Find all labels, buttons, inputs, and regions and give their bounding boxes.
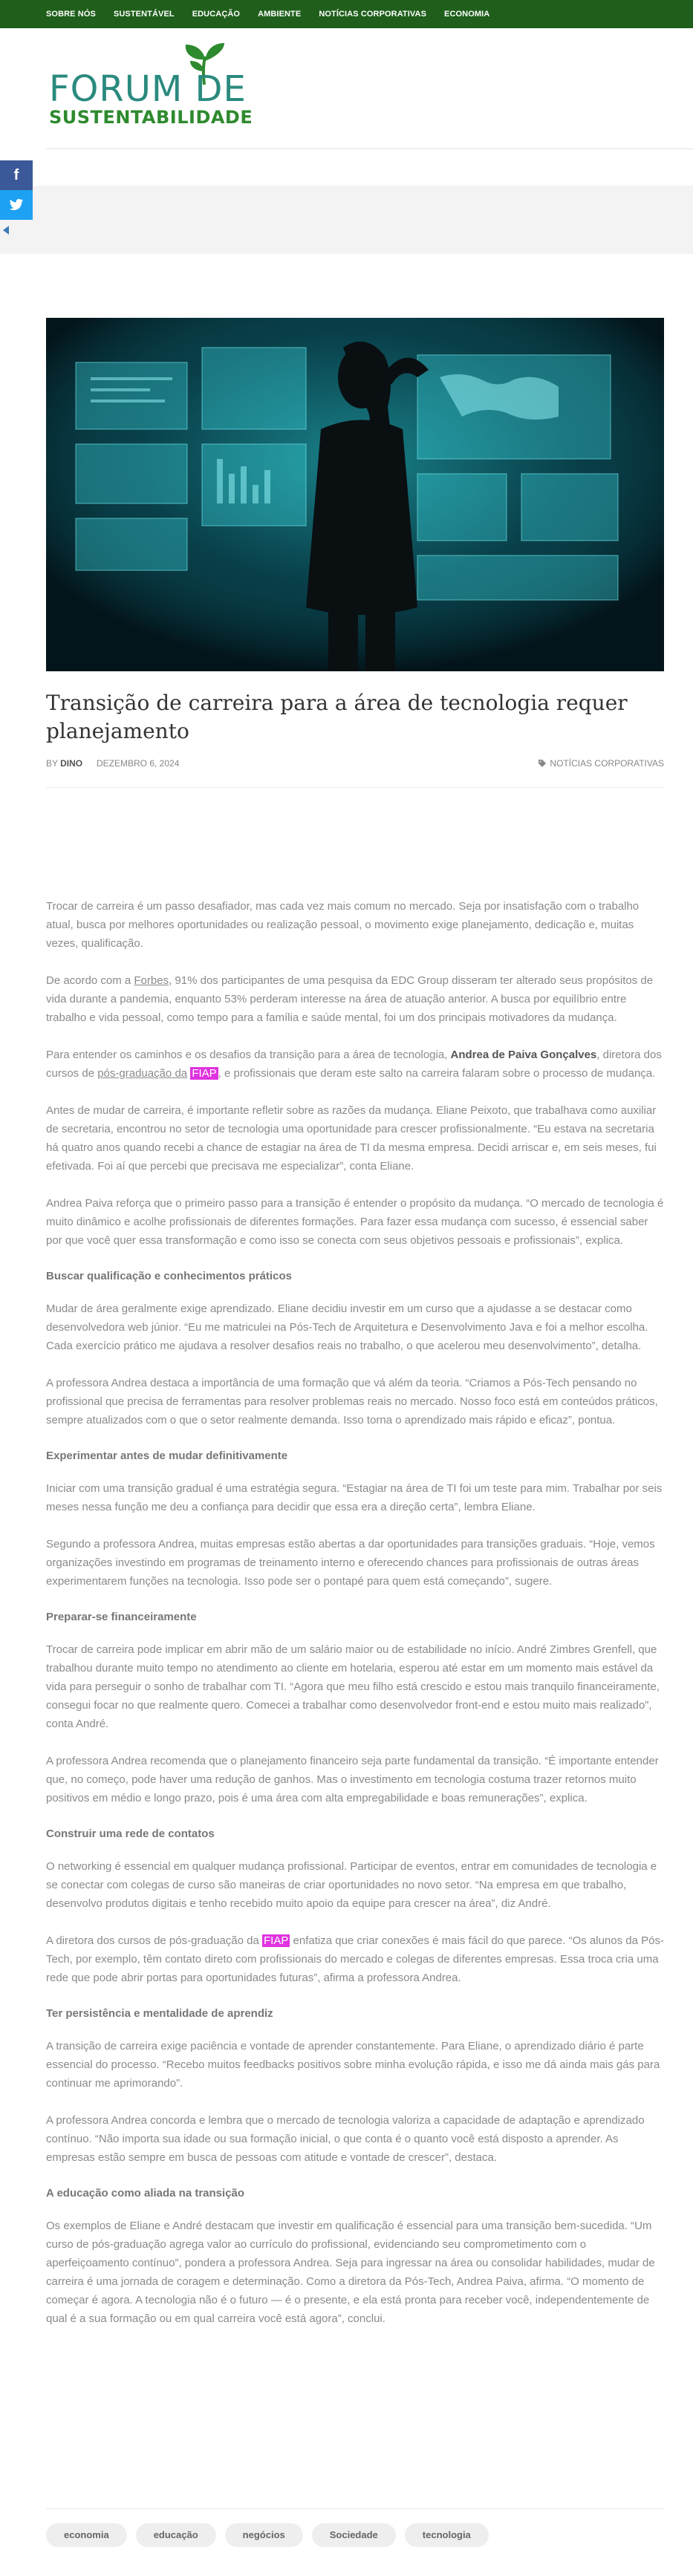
paragraph: Trocar de carreira pode implicar em abrir mão de um salário maior ou de estabilidade no início. André Zimbres Grenfell, que trabalhou durante muito tempo no atendimento ao cliente em hotelaria, esperou até estar em um momento mais estável da vida para perseguir o sonho de trabalhar com TI. “Agora que meu filho está crescido e estou mais tranquilo financeiramente, consegui focar no que realmente quero. Comecei a trabalhar como desenvolvedor front-end e estou muito mais realizado”, conta André.: [46, 1643, 660, 1730]
nav-item-economia[interactable]: ECONOMIA: [444, 10, 490, 19]
tag-sociedade[interactable]: Sociedade: [312, 2523, 396, 2547]
paragraph: Os exemplos de Eliane e André destacam que investir em qualificação é essencial para uma transição bem-sucedida. “Um curso de pós-graduação agrega valor ao currículo do profissional, evidenciando seu comprometimento com o aperfeiçoamento contínuo”, pondera a professora Andrea. Seja para ingressar na área ou consolidar habilidades, mudar de carreira é uma jornada de coragem e determinação. Como a diretora da Pós-Tech, Andrea Paiva, afirma. “O momento de começar é agora. A tecnologia não é o futuro — é o presente, e ela está pronta para receber você, independentemente de qual é a sua formação ou em qual carreira você está agora”, conclui.: [46, 2220, 655, 2325]
article-body: [46, 897, 664, 2347]
section-heading: Construir uma rede de contatos: [46, 1827, 215, 1840]
paragraph: A professora Andrea concorda e lembra que o mercado de tecnologia valoriza a capacidade de adaptação e aprendizado contínuo. “Não importa sua idade ou sua formação inicial, o que conta é o quanto você está disposto a aprender. As empresas estão sempre em busca de pessoas com atitude e vontade de crescer”, destaca.: [46, 2114, 645, 2164]
paragraph: A diretora dos cursos de pós-graduação da FIAP enfatiza que criar conexões é mais fácil do que parece. “Os alunos da Pós-Tech, por exemplo, têm contato direto com profissionais do mercado e colegas de diferentes empresas. Essa troca cria uma rede que pode abrir portas para oportunidades futuras”, afirma a professora Andrea.: [46, 1934, 664, 1984]
twitter-share-button[interactable]: [0, 190, 33, 220]
site-logo[interactable]: [46, 42, 269, 131]
highlight-fiap: FIAP: [264, 1934, 289, 1947]
publish-date: DEZEMBRO 6, 2024: [97, 758, 180, 769]
person-name: Andrea de Paiva Gonçalves: [450, 1049, 597, 1061]
logo-text-sustentabilidade: SUSTENTABILIDADE: [49, 107, 253, 128]
section-heading: Experimentar antes de mudar definitivamente: [46, 1450, 288, 1462]
paragraph: A professora Andrea destaca a importância de uma formação que vá além da teoria. “Criamos a Pós-Tech pensando no profissional que precisa de ferramentas para resolver problemas reais no mercado. Nosso foco está em conteúdos práticos, sempre atualizados com o que o setor realmente demanda. Isso torna o aprendizado mais rápido e eficaz”, pontua.: [46, 1377, 658, 1426]
meta-divider: [46, 787, 664, 788]
section-heading: Preparar-se financeiramente: [46, 1611, 197, 1623]
paragraph: De acordo com a Forbes, 91% dos participantes de uma pesquisa da EDC Group disseram ter alterado seus propósitos de vida durante a pandemia, enquanto 53% perderam interesse na área de atuação anterior. A busca por equilíbrio entre trabalho e vida pessoal, como tempo para a família e saúde mental, foi um dos principais motivadores da mudança.: [46, 974, 654, 1024]
top-navigation: [0, 0, 693, 28]
highlight-fiap: FIAP: [192, 1067, 217, 1080]
collapse-share-icon[interactable]: [3, 226, 9, 235]
facebook-share-button[interactable]: [0, 160, 33, 190]
byline: BY DINO: [46, 758, 83, 769]
tag-negocios[interactable]: negócios: [225, 2523, 303, 2547]
paragraph: Mudar de área geralmente exige aprendizado. Eliane decidiu investir em um curso que a ajudasse a se destacar como desenvolvedora web júnior. “Eu me matriculei na Pós-Tech de Arquitetura e Desenvolvimento Java e foi a melhor escolha. Cada exercício prático me ajudava a resolver desafios reais no trabalho, o que acelerou meu desenvolvimento”, detalha.: [46, 1302, 648, 1352]
nav-item-sobre-nos[interactable]: SOBRE NÓS: [46, 10, 96, 19]
section-heading: Ter persistência e mentalidade de aprendiz: [46, 2007, 273, 2020]
category-link[interactable]: NOTÍCIAS CORPORATIVAS: [538, 758, 664, 769]
paragraph: O networking é essencial em qualquer mudança profissional. Participar de eventos, entrar em comunidades de tecnologia e se conectar com colegas de curso são maneiras de criar oportunidades no novo setor. “Na empresa em que trabalho, desenvolvo produtos digitais e tenho recebido muito apoio da equipe para crescer na área”, diz André.: [46, 1860, 657, 1910]
nav-item-noticias-corporativas[interactable]: NOTÍCIAS CORPORATIVAS: [319, 10, 427, 19]
nav-item-educacao[interactable]: EDUCAÇÃO: [192, 10, 241, 19]
pos-graduacao-link[interactable]: pós-graduação da: [97, 1067, 188, 1080]
paragraph: Segundo a professora Andrea, muitas empresas estão abertas a dar oportunidades para transições graduais. “Hoje, vemos organizações investindo em programas de treinamento interno e oferecendo chances para profissionais de outras áreas experimentarem funções na tecnologia. Isso pode ser o pontapé para quem está começando”, sugere.: [46, 1538, 655, 1588]
twitter-icon: [9, 198, 24, 212]
paragraph: Para entender os caminhos e os desafios da transição para a área de tecnologia, Andrea de Paiva Gonçalves, diretora dos cursos de pós-graduação da FIAP , e profissionais que deram este salto na carreira falaram sobre o processo de mudança.: [46, 1049, 662, 1080]
article-meta: [46, 758, 664, 773]
facebook-icon: f: [13, 166, 19, 183]
paragraph: Iniciar com uma transição gradual é uma estratégia segura. “Estagiar na área de TI foi um teste para mim. Trabalhar por seis meses nessa função me deu a confiança para decidir que essa era a direção certa”, lembra Eliane.: [46, 1482, 663, 1513]
social-share-bar: [0, 160, 33, 235]
author-link[interactable]: DINO: [60, 758, 83, 769]
article-title: Transição de carreira para a área de tecnologia requer planejamento: [46, 691, 628, 743]
tag-economia[interactable]: economia: [46, 2523, 127, 2547]
hero-image: [46, 318, 664, 671]
ad-placeholder: [0, 186, 693, 254]
paragraph: Antes de mudar de carreira, é importante refletir sobre as razões da mudança. Eliane Peixoto, que trabalhava como auxiliar de secretaria, encontrou no setor de tecnologia uma oportunidade para crescer profissionalmente. “Eu estava na secretaria há quatro anos quando recebi a chance de estagiar na área de TI da mesma empresa. Decidi arriscar e, em seis meses, fui efetivada. Foi aí que percebi que precisava me especializar”, conta Eliane.: [46, 1104, 657, 1173]
paragraph: A professora Andrea recomenda que o planejamento financeiro seja parte fundamental da transição. “É importante entender que, no começo, pode haver uma redução de ganhos. Mas o investimento em tecnologia costuma trazer retornos muito positivos em médio e longo prazo, pois é uma área com alta empregabilidade e boas remunerações”, explica.: [46, 1755, 659, 1804]
nav-item-sustentavel[interactable]: SUSTENTÁVEL: [113, 10, 175, 19]
paragraph: Andrea Paiva reforça que o primeiro passo para a transição é entender o propósito da mudança. “O mercado de tecnologia é muito dinâmico e acolhe profissionais de diferentes formações. Para fazer essa mudança com sucesso, é essencial saber por que você quer essa transformação e como isso se conecta com seus objetivos pessoais e profissionais”, explica.: [46, 1197, 664, 1247]
paragraph: Trocar de carreira é um passo desafiador, mas cada vez mais comum no mercado. Seja por insatisfação com o trabalho atual, busca por melhores oportunidades ou realização pessoal, o movimento exige planejamento, dedicação e, muitas vezes, qualificação.: [46, 900, 640, 950]
tag-educacao[interactable]: educação: [136, 2523, 216, 2547]
forbes-link[interactable]: Forbes: [134, 974, 169, 987]
section-heading: A educação como aliada na transição: [46, 2187, 245, 2200]
tag-tecnologia[interactable]: tecnologia: [405, 2523, 489, 2547]
tag-list: [46, 2523, 498, 2547]
paragraph: A transição de carreira exige paciência e vontade de aprender constantemente. Para Eliane, o aprendizado diário é parte essencial do processo. “Recebo muitos feedbacks positivos sobre minha evolução rápida, e isso me dá ainda mais gás para continuar me aprimorando”.: [46, 2040, 660, 2090]
logo-text-forum: FORUM DE: [49, 68, 247, 110]
nav-item-ambiente[interactable]: AMBIENTE: [258, 10, 302, 19]
tags-divider: [46, 2508, 664, 2509]
tag-icon: [538, 759, 547, 768]
section-heading: Buscar qualificação e conhecimentos práticos: [46, 1270, 292, 1282]
